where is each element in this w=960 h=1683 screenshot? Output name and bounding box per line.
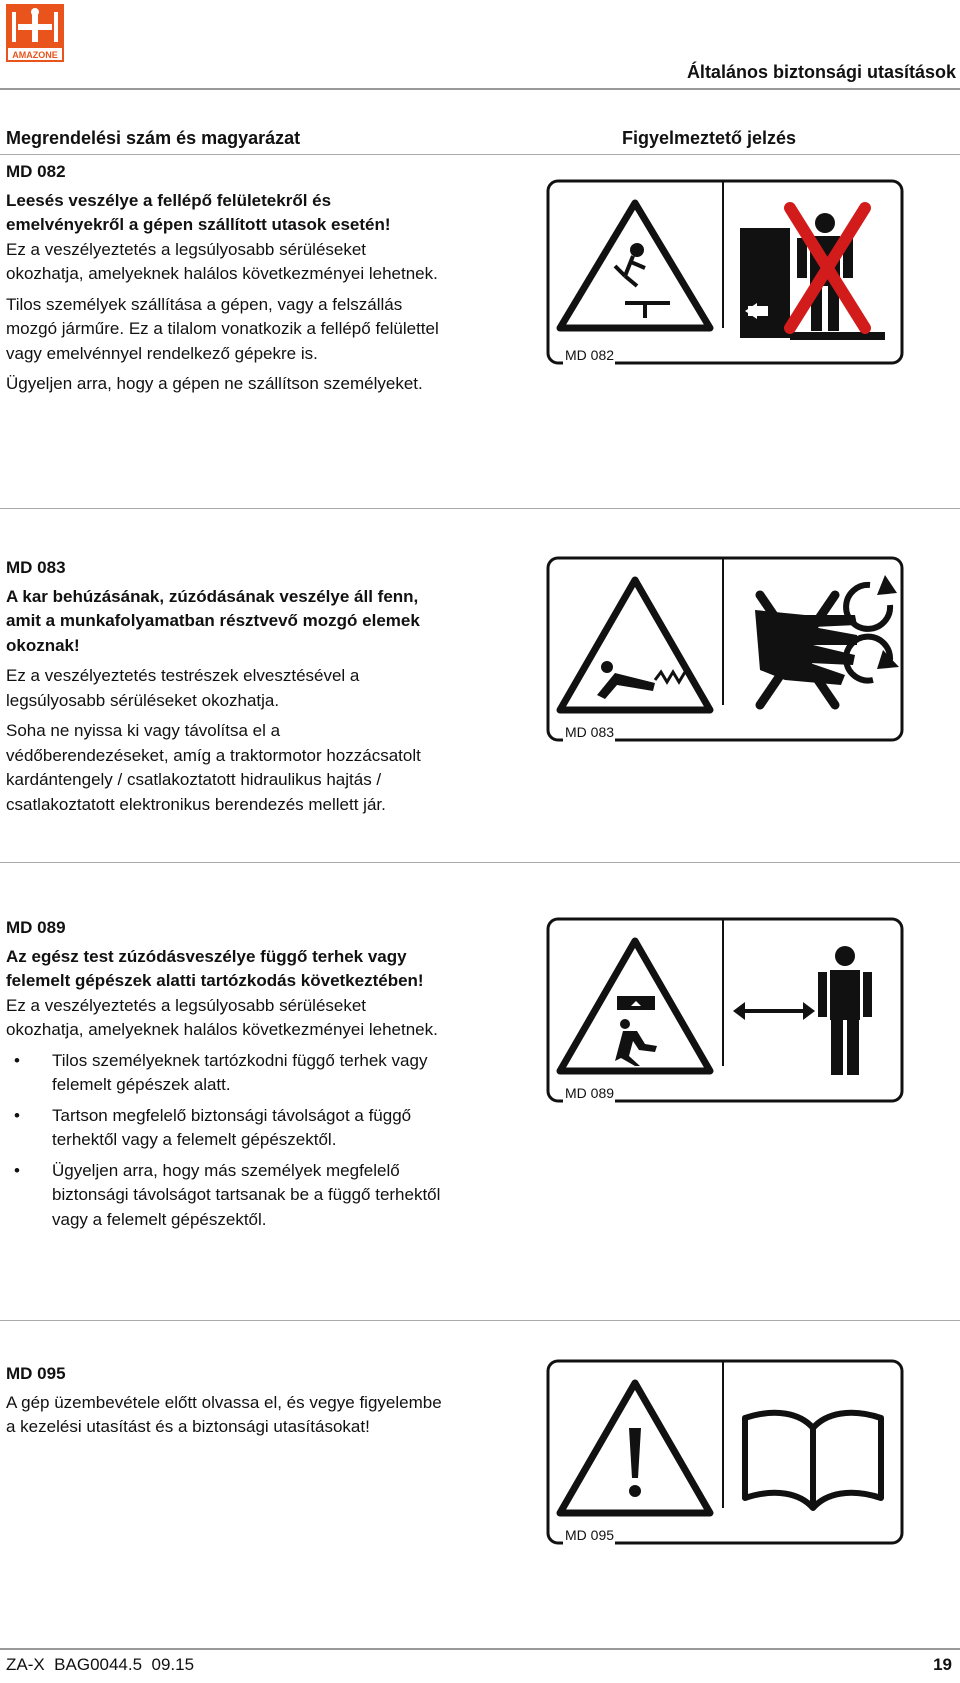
- warning-sign-md089: [545, 916, 905, 1109]
- entry-code: MD 089: [6, 918, 66, 937]
- list-item: • Tilos személyeknek tartózkodni függő terhek vagy felemelt gépészek alatt.: [52, 1049, 446, 1098]
- section-title: Általános biztonsági utasítások: [686, 62, 956, 82]
- amazone-logo: [6, 4, 64, 62]
- sign-label: MD 083: [565, 724, 615, 740]
- entry-paragraph: Ez a veszélyeztetés testrészek elvesztésével a legsúlyosabb sérüléseket okozhatja.: [6, 666, 360, 710]
- column-header-divider: [0, 154, 960, 155]
- header-divider: [0, 88, 960, 90]
- list-item: • Tartson megfelelő biztonsági távolságot a függő terhektől vagy a felemelt gépészektől.: [52, 1104, 446, 1153]
- entry-md083: [6, 556, 446, 817]
- list-item: • Ügyeljen arra, hogy más személyek megfelelő biztonsági távolságot tartsanak be a függő terhektől vagy a felemelt gépészektől.: [52, 1159, 446, 1233]
- entry-code: MD 082: [6, 162, 66, 181]
- entry-paragraph: Ez a veszélyeztetés a legsúlyosabb sérüléseket okozhatja, amelyeknek halálos következményei lehetnek.: [6, 995, 438, 1039]
- entry-paragraph: Tilos személyek szállítása a gépen, vagy a felszállás mozgó járműre. Ez a tilalom vonatkozik a fellépő felülettel vagy emelvénnyel rendelkező gépekre is.: [6, 294, 439, 363]
- entry-code: MD 083: [6, 558, 66, 577]
- entry-headline: Az egész test zúzódásveszélye függő terhek vagy felemelt gépészek alatti tartózkodás következtében!: [6, 946, 424, 990]
- warning-sign-md082: [545, 178, 905, 371]
- page-number: 19: [933, 1655, 952, 1674]
- document-reference: ZA-X BAG0044.5 09.15: [6, 1655, 195, 1674]
- sign-label: MD 089: [565, 1085, 615, 1101]
- entry-paragraph: A gép üzembevétele előtt olvassa el, és vegye figyelembe a kezelési utasítást és a biztonsági utasításokat!: [6, 1392, 442, 1436]
- entry-paragraph: Ez a veszélyeztetés a legsúlyosabb sérüléseket okozhatja, amelyeknek halálos következményei lehetnek.: [6, 239, 438, 283]
- footer-divider: [0, 1648, 960, 1650]
- entry-md082: [6, 160, 446, 397]
- sign-label: MD 095: [565, 1527, 615, 1543]
- warning-sign-md095: [545, 1358, 905, 1551]
- right-column-header: Figyelmeztető jelzés: [622, 128, 797, 148]
- entry-headline: Leesés veszélye a fellépő felületekről és emelvényekről a gépen szállított utasok esetén!: [6, 190, 391, 234]
- entry-divider: [0, 1320, 960, 1321]
- entry-md095: [6, 1362, 446, 1440]
- warning-sign-md083: [545, 555, 905, 748]
- entry-headline: A kar behúzásának, zúzódásának veszélye áll fenn, amit a munkafolyamatban résztvevő mozgó elemek okoznak!: [6, 586, 420, 655]
- svg-text:AMAZONE: AMAZONE: [12, 50, 58, 60]
- entry-paragraph: Soha ne nyissa ki vagy távolítsa el a védőberendezéseket, amíg a traktormotor hozzácsatolt kardántengely / csatlakoztatott hidraulikus hajtás / csatlakoztatott elektronikus berendezés mellett jár.: [6, 721, 421, 814]
- entry-bullet-list: [6, 1049, 446, 1233]
- entry-divider: [0, 862, 960, 863]
- sign-label: MD 082: [565, 347, 615, 363]
- entry-code: MD 095: [6, 1364, 66, 1383]
- entry-divider: [0, 508, 960, 509]
- entry-md089: [6, 916, 446, 1238]
- entry-paragraph: Ügyeljen arra, hogy a gépen ne szállítson személyeket.: [6, 374, 423, 393]
- left-column-header: Megrendelési szám és magyarázat: [6, 128, 301, 148]
